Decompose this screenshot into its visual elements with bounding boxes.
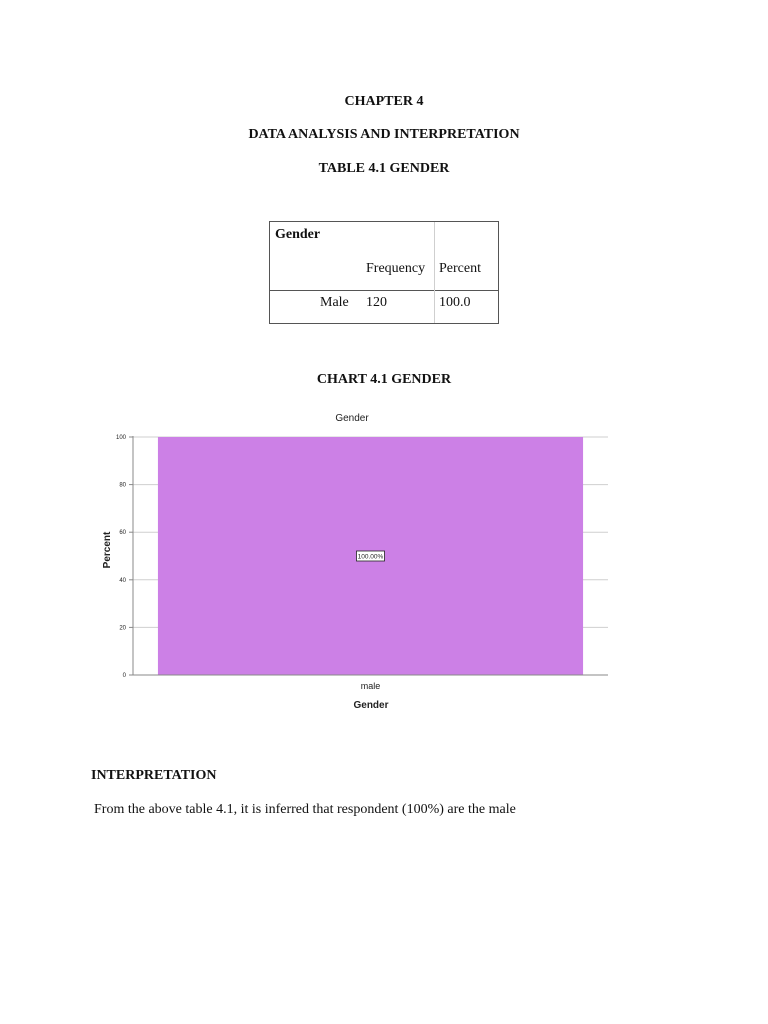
x-axis-label: Gender — [353, 700, 389, 711]
table-title: Gender — [275, 227, 321, 242]
cell-percent-male: 100.0 — [439, 295, 471, 310]
column-header-percent: Percent — [439, 261, 481, 276]
interpretation-text: From the above table 4.1, it is inferred that respondent (100%) are the male — [94, 802, 516, 817]
frequency-table — [269, 221, 499, 324]
chart-caption: CHART 4.1 GENDER — [316, 372, 452, 387]
y-axis-ticks — [116, 435, 133, 679]
cell-frequency-male: 120 — [366, 295, 387, 310]
row-label-male: Male — [320, 295, 349, 310]
y-tick-label: 20 — [119, 625, 126, 632]
y-tick-label: 100 — [115, 435, 126, 441]
chart-title: Gender — [335, 413, 369, 424]
gender-bar-chart — [90, 400, 620, 720]
y-tick-label: 80 — [119, 482, 126, 489]
y-axis-label: Percent — [102, 531, 113, 569]
interpretation-heading: INTERPRETATION — [91, 768, 217, 783]
table-column-divider — [434, 222, 435, 323]
section-title: DATA ANALYSIS AND INTERPRETATION — [248, 127, 520, 142]
column-header-frequency: Frequency — [366, 261, 426, 276]
x-axis-ticks — [361, 681, 381, 691]
y-tick-label: 60 — [119, 530, 126, 537]
chart-bars — [158, 437, 583, 675]
chapter-heading: CHAPTER 4 — [344, 94, 424, 109]
y-tick-label: 0 — [122, 673, 126, 679]
table-caption: TABLE 4.1 GENDER — [318, 161, 450, 176]
x-tick-label: male — [360, 681, 381, 691]
data-label: 100.00% — [357, 553, 384, 561]
table-divider — [270, 290, 498, 291]
y-tick-label: 40 — [119, 577, 126, 584]
